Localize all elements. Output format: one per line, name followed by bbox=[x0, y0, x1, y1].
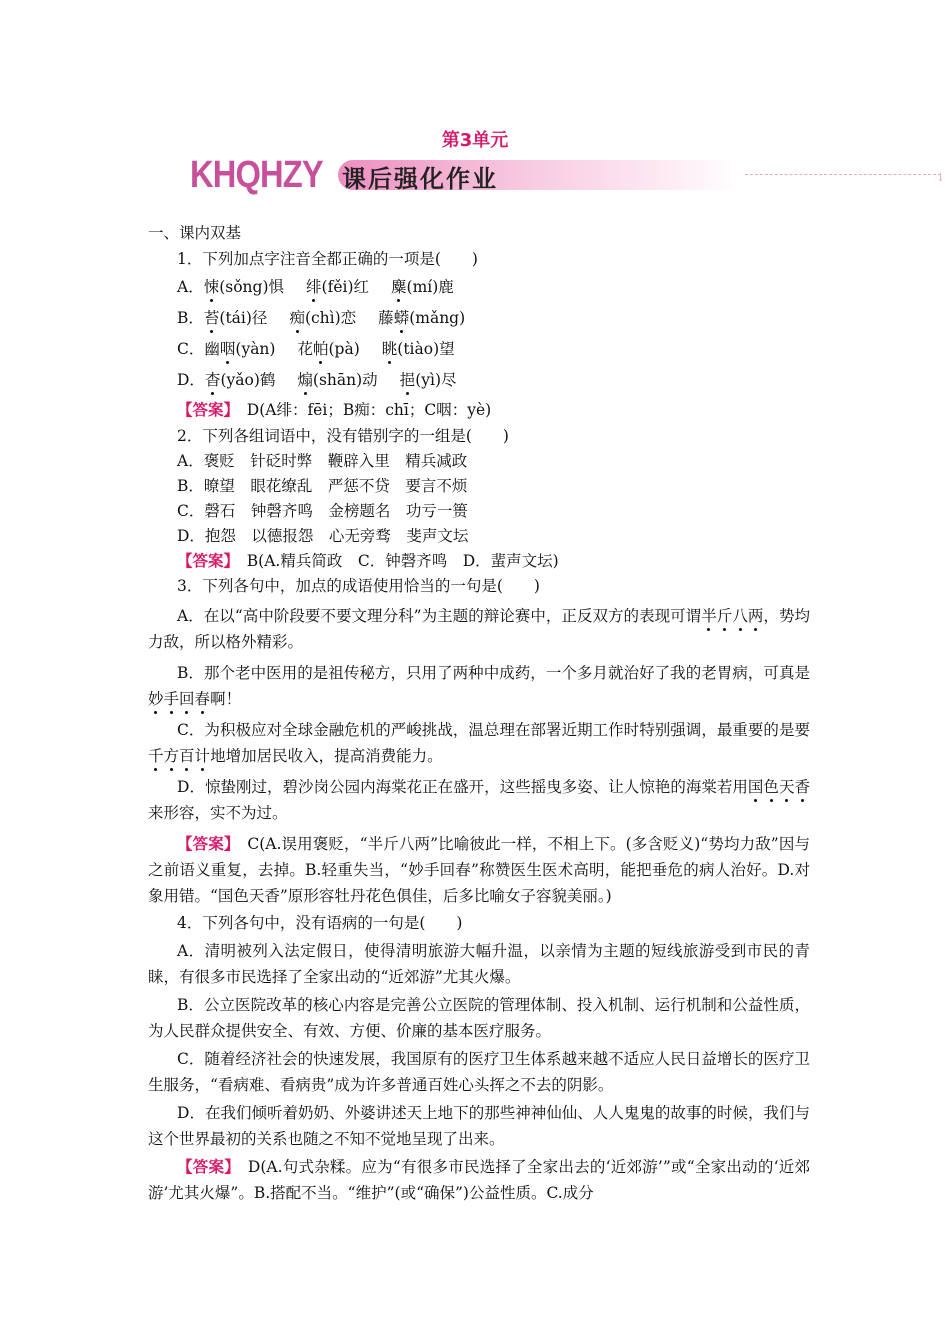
question-2-option-c: C．磬石 钟磬齐鸣 金榜题名 功亏一篑 bbox=[177, 502, 468, 520]
exercise-content bbox=[148, 220, 810, 1208]
header-banner bbox=[190, 154, 946, 196]
question-3-option-d: D．惊蛰刚过，碧沙岗公园内海棠花正在盛开，这些摇曳多姿、让人惊艳的海棠若用国色天香来形容，实不为过。 bbox=[148, 778, 810, 822]
banner-label: 课后强化作业 bbox=[342, 165, 498, 193]
question-2-option-b: B．暸望 眼花缭乱 严惩不贷 要言不烦 bbox=[177, 477, 468, 495]
question-3-stem: 3．下列各句中，加点的成语使用恰当的一句是( ) bbox=[177, 577, 540, 595]
question-2-stem: 2．下列各组词语中，没有错别字的一组是( ) bbox=[177, 427, 509, 445]
question-1-option-b: B．苔(tái)径 痴(chì)恋 藤蟒(mǎng) bbox=[177, 309, 466, 327]
question-4-option-b: B．公立医院改革的核心内容是完善公立医院的管理体制、投入机制、运行机制和公益性质，为人民群众提供安全、有效、方便、价廉的基本医疗服务。 bbox=[148, 996, 810, 1040]
question-3-option-a: A．在以“高中阶段要不要文理分科”为主题的辩论赛中，正反双方的表现可谓半斤八两，势均力敌，所以格外精彩。 bbox=[148, 607, 810, 651]
question-3-option-b: B．那个老中医用的是祖传秘方，只用了两种中成药，一个多月就治好了我的老胃病，可真是妙手回春啊！ bbox=[148, 664, 810, 708]
question-4-option-c: C．随着经济社会的快速发展，我国原有的医疗卫生体系越来越不适应人民日益增长的医疗卫生服务，“看病难、看病贵”成为许多普通百姓心头挥之不去的阴影。 bbox=[148, 1050, 810, 1094]
question-4-stem: 4．下列各句中，没有语病的一句是( ) bbox=[177, 914, 463, 932]
question-2-option-a: A．褒贬 针砭时弊 鞭辟入里 精兵减政 bbox=[177, 452, 468, 470]
dotted-idiom: 千方百计 bbox=[148, 747, 211, 765]
section-title: 一、课内双基 bbox=[148, 224, 242, 242]
unit-title: 第3单元 bbox=[441, 130, 509, 151]
question-2-option-d: D．抱怨 以德报怨 心无旁骛 斐声文坛 bbox=[177, 527, 469, 545]
logo: KHQHZY bbox=[190, 154, 323, 196]
question-1-stem: 1．下列加点字注音全都正确的一项是( ) bbox=[177, 250, 478, 268]
question-4-option-d: D．在我们倾听着奶奶、外婆讲述天上地下的那些神神仙仙、人人鬼鬼的故事的时候，我们与这个世界最初的关系也随之不知不觉地呈现了出来。 bbox=[148, 1104, 810, 1148]
question-1-answer: 【答案】 D(A绯：fēi；B痴：chī；C咽：yè) bbox=[177, 401, 492, 419]
dotted-idiom: 国色天香 bbox=[747, 778, 810, 796]
question-3-option-c: C．为积极应对全球金融危机的严峻挑战，温总理在部署近期工作时特别强调，最重要的是要千方百计地增加居民收入，提高消费能力。 bbox=[148, 721, 810, 765]
banner-divider bbox=[745, 174, 941, 175]
question-1-option-a: A．悚(sǒng)惧 绯(fěi)红 麋(mí)鹿 bbox=[177, 278, 454, 296]
arrow-down-icon: ↓ bbox=[936, 171, 946, 184]
question-4-answer: 【答案】 D(A.句式杂糅。应为“有很多市民选择了全家出去的‘近郊游’”或“全家出动的‘近郊游’尤其火爆”。B.搭配不当。“维护”(或“确保”)公益性质。C.成分 bbox=[148, 1158, 810, 1202]
question-2-answer: 【答案】 B(A.精兵简政 C．钟磬齐鸣 D．蜚声文坛) bbox=[177, 552, 559, 570]
question-4-option-a: A．清明被列入法定假日，使得清明旅游大幅升温，以亲情为主题的短线旅游受到市民的青睐，有很多市民选择了全家出动的“近郊游”尤其火爆。 bbox=[148, 942, 810, 986]
question-1-option-d: D．杳(yǎo)鹤 煽(shān)动 挹(yì)尽 bbox=[177, 371, 457, 389]
dotted-idiom: 半斤八两 bbox=[701, 607, 764, 625]
question-1-option-c: C．幽咽(yàn) 花帕(pà) 眺(tiào)望 bbox=[177, 340, 455, 358]
dotted-idiom: 妙手回春 bbox=[148, 690, 211, 708]
question-3-answer: 【答案】 C(A.误用褒贬，“半斤八两”比喻彼此一样，不相上下。(多含贬义)“势均力敌”因与之前语义重复，去掉。B.轻重失当，“妙手回春”称赞医生医术高明，能把垂危的病人治好。D.对象用错。“国色天香”原形容牡丹花色俱佳，后多比喻女子容貌美丽。) bbox=[148, 835, 810, 905]
